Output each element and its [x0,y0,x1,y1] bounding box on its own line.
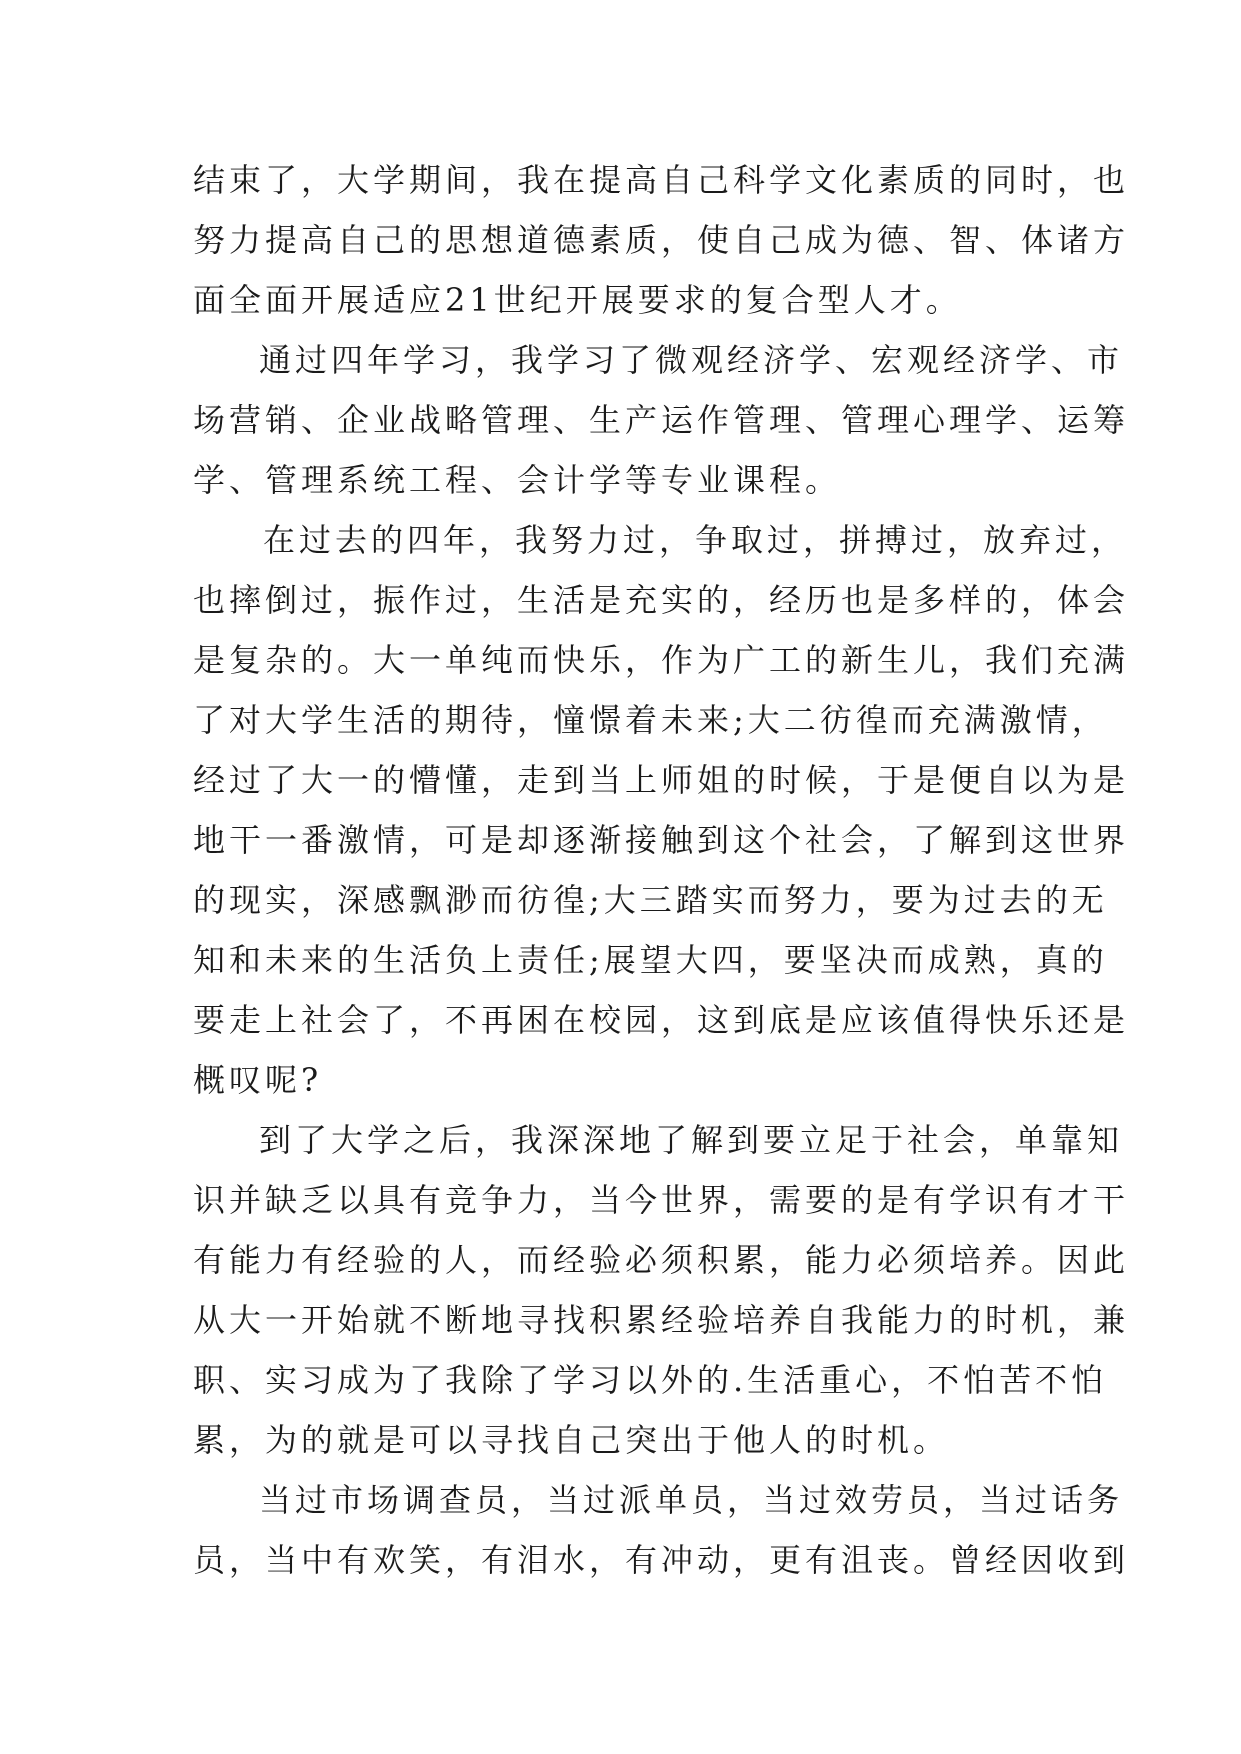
text-line: 了对大学生活的期待，憧憬着未来;大二彷徨而充满激情， [193,701,1108,739]
text-line: 经过了大一的懵懂，走到当上师姐的时候，于是便自以为是 [193,761,1130,799]
paragraph-start-line: 在过去的四年，我努力过，争取过，拼搏过，放弃过， [263,521,1128,559]
text-line: 场营销、企业战略管理、生产运作管理、管理心理学、运筹 [193,401,1130,439]
text-line: 努力提高自己的思想道德素质，使自己成为德、智、体诸方 [193,221,1130,259]
paragraph-start-line: 到了大学之后，我深深地了解到要立足于社会，单靠知 [259,1121,1124,1159]
text-line: 员，当中有欢笑，有泪水，有冲动，更有沮丧。曾经因收到 [193,1541,1130,1579]
text-line: 的现实，深感飘渺而彷徨;大三踏实而努力，要为过去的无 [193,881,1108,919]
text-line: 地干一番激情，可是却逐渐接触到这个社会，了解到这世界 [193,821,1130,859]
paragraph-start-line: 通过四年学习，我学习了微观经济学、宏观经济学、市 [259,341,1124,379]
text-line: 识并缺乏以具有竞争力，当今世界，需要的是有学识有才干 [193,1181,1130,1219]
paragraph-start-line: 当过市场调查员，当过派单员，当过效劳员，当过话务 [259,1481,1124,1519]
body-text [193,158,1130,1598]
text-line: 也摔倒过，振作过，生活是充实的，经历也是多样的，体会 [193,581,1130,619]
text-line: 有能力有经验的人，而经验必须积累，能力必须培养。因此 [193,1241,1130,1279]
text-line: 知和未来的生活负上责任;展望大四，要坚决而成熟，真的 [193,941,1108,979]
text-line: 学、管理系统工程、会计学等专业课程。 [193,461,842,499]
text-line: 要走上社会了，不再困在校园，这到底是应该值得快乐还是 [193,1001,1130,1039]
text-line: 是复杂的。大一单纯而快乐，作为广工的新生儿，我们充满 [193,641,1130,679]
text-line: 概叹呢? [193,1061,323,1099]
text-line: 面全面开展适应21世纪开展要求的复合型人才。 [193,281,962,319]
text-line: 从大一开始就不断地寻找积累经验培养自我能力的时机，兼 [193,1301,1130,1339]
text-line: 结束了，大学期间，我在提高自己科学文化素质的同时，也 [193,161,1130,199]
text-line: 职、实习成为了我除了学习以外的.生活重心，不怕苦不怕 [193,1361,1108,1399]
text-line: 累，为的就是可以寻找自己突出于他人的时机。 [193,1421,950,1459]
